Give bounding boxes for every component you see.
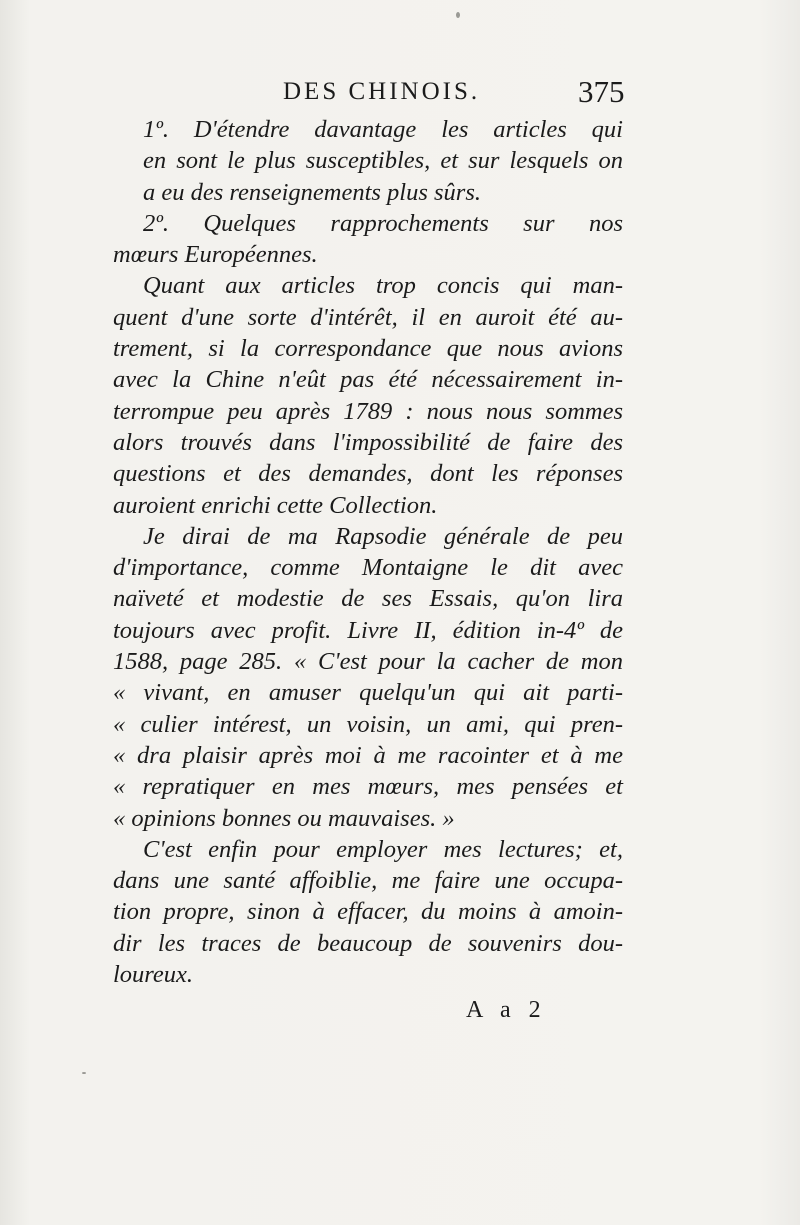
text-line: Quant aux articles trop concis qui man- [143, 272, 623, 300]
signature-mark: A a 2 [466, 997, 547, 1023]
paragraph-3 [113, 270, 623, 520]
running-title: DES CHINOIS. [283, 78, 481, 105]
paragraph-4 [113, 521, 623, 834]
text-line: quent d'une sorte d'intérêt, il en auroit été au- [113, 303, 623, 331]
text-line: terrompue peu après 1789 : nous nous sommes [113, 397, 623, 425]
text-line: tion propre, sinon à effacer, du moins à amoin- [113, 898, 623, 926]
text-line: 2º. Quelques rapprochements sur nos [143, 209, 623, 237]
text-line: questions et des demandes, dont les réponses [113, 460, 623, 488]
text-line: avec la Chine n'eût pas été nécessairement in- [113, 366, 623, 394]
text-line: toujours avec profit. Livre II, édition in-4º de [113, 616, 623, 644]
text-line: alors trouvés dans l'impossibilité de faire des [113, 428, 623, 456]
text-line: « opinions bonnes ou mauvaises. » [113, 804, 455, 832]
page-number: 375 [578, 74, 625, 109]
text-line: auroient enrichi cette Collection. [113, 491, 438, 519]
text-line: dir les traces de beaucoup de souvenirs dou- [113, 929, 623, 957]
text-line: dans une santé affoiblie, me faire une occupa- [113, 867, 623, 895]
text-line: « dra plaisir après moi à me racointer et à me [113, 741, 623, 769]
text-line: en sont le plus susceptibles, et sur lesquels on [143, 147, 623, 175]
text-line: trement, si la correspondance que nous avions [113, 335, 623, 363]
text-line: Je dirai de ma Rapsodie générale de peu [143, 522, 623, 550]
text-line: C'est enfin pour employer mes lectures; et, [143, 835, 623, 863]
paragraph-5 [113, 834, 623, 990]
paper-speck [456, 12, 460, 18]
text-line: « culier intérest, un voisin, un ami, qui pren- [113, 710, 623, 738]
paragraph-2 [113, 208, 623, 271]
paper-speck [82, 1072, 86, 1074]
text-line: 1º. D'étendre davantage les articles qui [143, 116, 623, 143]
text-line: 1588, page 285. « C'est pour la cacher de mon [113, 648, 623, 676]
running-header [0, 74, 800, 114]
page-body [113, 114, 623, 990]
text-line: « repratiquer en mes mœurs, mes pensées et [113, 773, 623, 801]
text-line: naïveté et modestie de ses Essais, qu'on lira [113, 585, 623, 613]
paragraph-1 [113, 114, 623, 208]
text-line: d'importance, comme Montaigne le dit avec [113, 554, 623, 582]
text-line: loureux. [113, 961, 194, 989]
text-line: mœurs Européennes. [113, 241, 318, 269]
text-line: « vivant, en amuser quelqu'un qui ait parti- [113, 679, 623, 707]
text-line: a eu des renseignements plus sûrs. [143, 178, 481, 206]
